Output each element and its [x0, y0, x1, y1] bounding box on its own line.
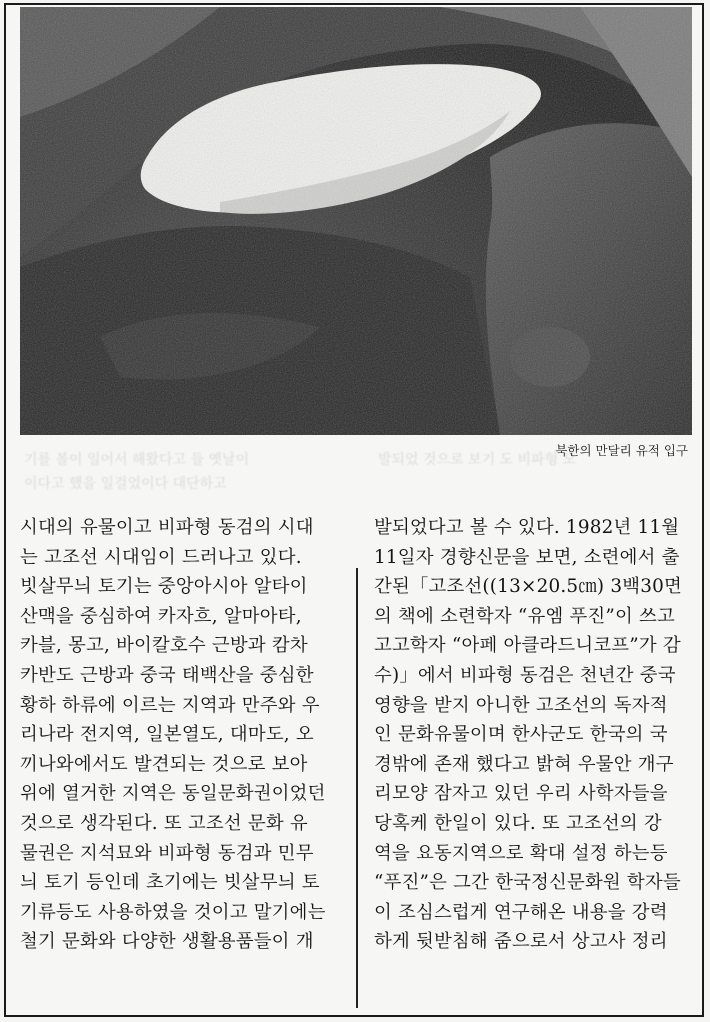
text-line: 끼나와에서도 발견되는 것으로 보아: [20, 753, 308, 775]
text-line: 리모양 잠자고 있던 우리 사학자들을: [374, 783, 668, 805]
text-line: 하게 뒷받침해 줌으로서 상고사 정리: [374, 931, 668, 953]
text-line: 철기 문화와 다양한 생활용품들이 개: [20, 931, 314, 953]
text-line: 빗살무늬 토기는 중앙아시아 알타이: [20, 576, 308, 598]
text-line: 산맥을 중심하여 카자흐, 알마아타,: [20, 605, 302, 627]
text-line: 인 문화유물이며 한사군도 한국의 국: [374, 724, 668, 746]
text-line: 카반도 근방과 중국 태백산을 중심한: [20, 664, 314, 686]
text-line: 는 고조선 시대임이 드러나고 있다.: [20, 546, 302, 568]
text-line: 경밖에 존재 했다고 밝혀 우물안 개구: [374, 753, 674, 775]
text-line: 11일자 경향신문을 보면, 소련에서 출: [374, 546, 680, 568]
text-line: 카블, 몽고, 바이칼호수 근방과 캄차: [20, 635, 308, 657]
text-line: 간된「고조선((13×20.5㎝) 3백30면: [374, 576, 682, 598]
show-through-line: 기를 볼이 일어서 해왔다고 들 옛날이: [24, 452, 250, 468]
text-line: 늬 토기 등인데 초기에는 빗살무늬 토: [20, 872, 320, 894]
text-line: 발되었다고 볼 수 있다. 1982년 11월: [374, 517, 680, 538]
show-through-left: [24, 448, 344, 506]
text-line: 이 조심스럽게 연구해온 내용을 강력: [374, 901, 668, 923]
cave-entrance-photo: [20, 7, 692, 435]
text-line: “푸진”은 그간 한국정신문화원 학자들: [374, 872, 681, 894]
text-line: 기류등도 사용하였을 것이고 말기에는: [20, 901, 326, 923]
text-line: 물권은 지석묘와 비파형 동검과 민무: [20, 842, 314, 864]
text-line: 의 책에 소련학자 “유엠 푸진”이 쓰고: [374, 605, 675, 627]
show-through-line: 발되었 것으로 보기 도 비파형 모: [378, 452, 577, 468]
text-line: 황하 하류에 이르는 지역과 만주와 우: [20, 694, 320, 716]
photo-caption: 북한의 만달리 유적 입구: [555, 443, 688, 458]
text-line: 영향을 받지 아니한 고조선의 독자적: [374, 694, 668, 716]
text-line: 시대의 유물이고 비파형 동검의 시대: [20, 517, 314, 538]
text-line: 고고학자 “아페 아클라드니코프”가 감: [374, 635, 681, 657]
show-through-line: 이다고 했을 일걸었이다 대단하고: [24, 476, 227, 492]
column-divider: [356, 568, 358, 1008]
text-line: 위에 열거한 지역은 동일문화권이었던: [20, 783, 326, 805]
text-line: 역을 요동지역으로 확대 설정 하는등: [374, 842, 668, 864]
text-line: 당혹케 한일이 있다. 또 고조선의 강: [374, 812, 662, 834]
right-text-column: [374, 513, 696, 957]
text-line: 수)」에서 비파형 동검은 천년간 중국: [374, 664, 676, 686]
left-text-column: [20, 513, 350, 957]
text-line: 리나라 전지역, 일본열도, 대마도, 오: [20, 724, 314, 746]
show-through-right: [378, 448, 688, 506]
text-line: 것으로 생각된다. 또 고조선 문화 유: [20, 812, 308, 834]
